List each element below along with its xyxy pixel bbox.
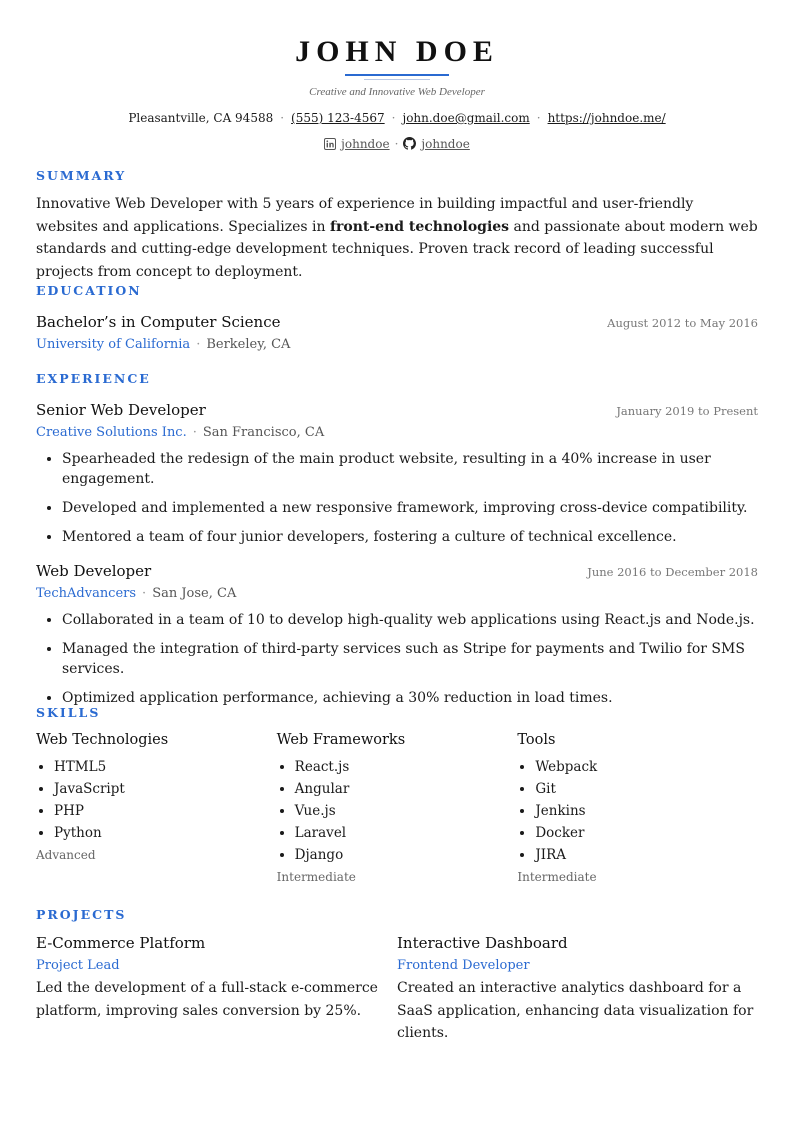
school-location: Berkeley, CA [206, 337, 291, 352]
company-name: Creative Solutions Inc. [36, 425, 187, 440]
separator-dot: · [391, 111, 396, 125]
list-item: • Angular [295, 778, 518, 800]
resume-header [36, 0, 758, 151]
job-bullets [36, 449, 758, 547]
skill-group [36, 732, 277, 884]
job-title: Web Developer [36, 562, 152, 580]
entry-subtitle [36, 425, 758, 440]
linkedin-link[interactable]: johndoe [341, 137, 390, 151]
github-icon [403, 137, 416, 150]
project-card [36, 934, 397, 1045]
list-item: • Webpack [535, 756, 758, 778]
list-item: • JavaScript [54, 778, 277, 800]
entry-header [36, 562, 758, 580]
separator-dot: · [192, 425, 197, 440]
summary-section [36, 168, 758, 283]
list-item: • Mentored a team of four junior developers, fostering a culture of technical excellence. [62, 527, 758, 547]
school-name: University of California [36, 337, 191, 352]
list-item: • HTML5 [54, 756, 277, 778]
skill-group-name: Web Technologies [36, 732, 169, 748]
entry-date: June 2016 to December 2018 [587, 565, 758, 579]
job-bullets [36, 610, 758, 708]
separator-dot: · [196, 337, 201, 352]
entry-subtitle [36, 337, 758, 352]
company-location: San Francisco, CA [202, 425, 325, 440]
projects-section [36, 907, 758, 1045]
list-item: • React.js [295, 756, 518, 778]
skill-group [277, 732, 518, 884]
section-title-education: EDUCATION [36, 283, 142, 298]
github-link[interactable]: johndoe [421, 137, 470, 151]
tagline: Creative and Innovative Web Developer [309, 86, 485, 98]
skill-level: Intermediate [276, 870, 356, 884]
education-entry [36, 313, 758, 352]
skill-group-name: Web Frameworks [276, 732, 406, 748]
project-description: Created an interactive analytics dashboard for a SaaS application, enhancing data visualization for clients. [397, 980, 754, 1041]
skill-group-name: Tools [517, 732, 556, 748]
job-entry [36, 562, 758, 708]
list-item: • Managed the integration of third-party services such as Stripe for payments and Twilio for SMS services. [62, 639, 758, 679]
company-location: San Jose, CA [152, 586, 237, 601]
separator-dot: · [142, 586, 147, 601]
skill-level: Advanced [36, 848, 96, 862]
list-item: • Spearheaded the redesign of the main product website, resulting in a 40% increase in user engagement. [62, 449, 758, 489]
contact-line [36, 111, 758, 125]
summary-paragraph [36, 193, 758, 283]
project-card [397, 934, 758, 1045]
education-section [36, 283, 758, 352]
entry-header [36, 313, 758, 331]
list-item: • Vue.js [295, 800, 518, 822]
list-item: • Django [295, 844, 518, 866]
list-item: • Collaborated in a team of 10 to develop high-quality web applications using React.js and Node.js. [62, 610, 758, 630]
skill-level: Intermediate [517, 870, 597, 884]
list-item: • Optimized application performance, achieving a 30% reduction in load times. [62, 688, 758, 708]
list-item: • Jenkins [535, 800, 758, 822]
list-item: • Git [535, 778, 758, 800]
skills-section [36, 705, 758, 884]
name-underline [345, 74, 449, 76]
project-description: Led the development of a full-stack e-commerce platform, improving sales conversion by 25%. [36, 980, 378, 1019]
project-name: Interactive Dashboard [397, 934, 568, 952]
separator-dot: · [536, 111, 541, 125]
project-role: Frontend Developer [397, 958, 530, 973]
entry-subtitle [36, 586, 758, 601]
separator-dot: · [280, 111, 285, 125]
section-title-experience: EXPERIENCE [36, 371, 151, 386]
candidate-name: JOHN DOE [295, 35, 499, 68]
website-link[interactable]: https://johndoe.me/ [547, 111, 666, 125]
list-item: • Python [54, 822, 277, 844]
skill-list [277, 756, 518, 866]
projects-grid [36, 934, 758, 1045]
list-item: • Developed and implemented a new responsive framework, improving cross-device compatibility. [62, 498, 758, 518]
skill-list [36, 756, 277, 844]
skills-grid [36, 732, 758, 884]
phone-link[interactable]: (555) 123-4567 [291, 111, 385, 125]
section-title-projects: PROJECTS [36, 907, 127, 922]
entry-date: August 2012 to May 2016 [607, 316, 758, 330]
list-item: • Docker [535, 822, 758, 844]
skill-group [517, 732, 758, 884]
email-link[interactable]: john.doe@gmail.com [402, 111, 530, 125]
company-name: TechAdvancers [36, 586, 137, 601]
summary-text-part: and passionate about modern web standards and cutting-edge development techniques. Proven track record of leading successful projects from concept to deployment. [36, 218, 758, 280]
job-title: Senior Web Developer [36, 401, 206, 419]
location-text: Pleasantville, CA 94588 [128, 111, 274, 125]
summary-text-part: Innovative Web Developer with 5 years of experience in building impactful and user-friendly websites and applications. Specializes in [36, 196, 694, 235]
list-item: • JIRA [535, 844, 758, 866]
experience-section [36, 371, 758, 717]
list-item: • PHP [54, 800, 277, 822]
section-title-summary: SUMMARY [36, 168, 127, 183]
social-links [36, 137, 758, 151]
linkedin-icon [324, 138, 336, 150]
section-title-skills: SKILLS [36, 705, 101, 720]
skill-list [517, 756, 758, 866]
name-underline-secondary [364, 79, 430, 80]
summary-highlight: front-end technologies [329, 218, 510, 235]
project-role: Project Lead [36, 958, 120, 973]
degree-title: Bachelor’s in Computer Science [36, 313, 281, 331]
entry-date: January 2019 to Present [616, 404, 758, 418]
entry-header [36, 401, 758, 419]
job-entry [36, 401, 758, 547]
project-name: E-Commerce Platform [36, 934, 206, 952]
separator-dot: · [394, 137, 399, 151]
list-item: • Laravel [295, 822, 518, 844]
